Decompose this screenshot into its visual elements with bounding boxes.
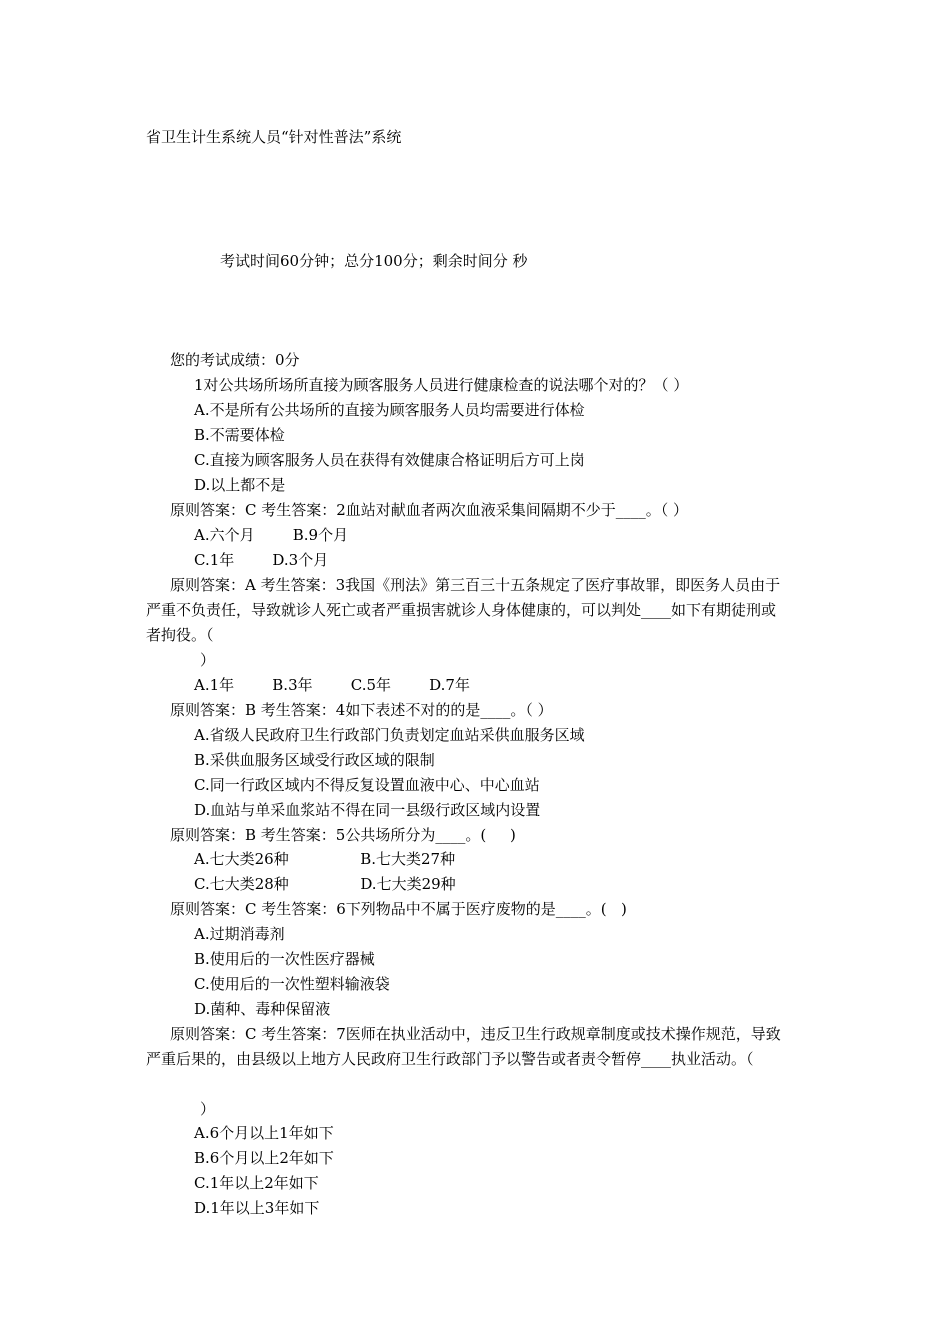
q5-options-row-2: C.七大类28种 D.七大类29种 [194,875,456,893]
exam-info: 考试时间60分钟；总分100分；剩余时间分 秒 [220,252,528,270]
q1-option-a: A.不是所有公共场所的直接为顾客服务人员均需要进行体检 [194,401,585,419]
question-2-stem: 原则答案：C 考生答案：2血站对献血者两次血液采集间隔期不少于____。（ ） [170,501,689,519]
q4-option-c: C.同一行政区域内不得反复设置血液中心、中心血站 [194,776,540,794]
q7-stem-tail: ） [200,1100,216,1118]
question-5-stem: 原则答案：B 考生答案：5公共场所分为____。( ) [170,826,516,844]
q1-option-b: B.不需要体检 [194,426,285,444]
q6-option-c: C.使用后的一次性塑料输液袋 [194,975,390,993]
q7-option-b: B.6个月以上2年如下 [194,1149,334,1167]
q7-option-d: D.1年以上3年如下 [194,1199,320,1217]
q6-option-d: D.菌种、毒种保留液 [194,1000,331,1018]
q4-option-a: A.省级人民政府卫生行政部门负责划定血站采供血服务区域 [194,726,585,744]
question-7-stem: 原则答案：C 考生答案：7医师在执业活动中，违反卫生行政规章制度或技术操作规范，导致严重后果的，由县级以上地方人民政府卫生行政部门予以警告或者责令暂停____执业活动。（ [146,1025,781,1068]
q4-option-d: D.血站与单采血浆站不得在同一县级行政区域内设置 [194,801,541,819]
q5-options-row-1: A.七大类26种 B.七大类27种 [194,850,456,868]
q2-options-row-2: C.1年 D.3个月 [194,551,329,569]
exam-score: 您的考试成绩：0分 [170,351,300,369]
q1-option-c: C.直接为顾客服务人员在获得有效健康合格证明后方可上岗 [194,451,585,469]
q2-options-row-1: A.六个月 B.9个月 [194,526,349,544]
q3-stem-tail: ） [200,651,216,669]
q7-option-c: C.1年以上2年如下 [194,1174,319,1192]
doc-title: 省卫生计生系统人员“针对性普法”系统 [146,128,402,146]
q6-option-a: A.过期消毒剂 [194,925,285,943]
question-3-stem: 原则答案：A 考生答案：3我国《刑法》第三百三十五条规定了医疗事故罪，即医务人员由于严重不负责任，导致就诊人死亡或者严重损害就诊人身体健康的，可以判处____如下有期徒刑或者拘役。（ [146,576,781,644]
q1-option-d: D.以上都不是 [194,476,286,494]
question-4-stem: 原则答案：B 考生答案：4如下表述不对的的是____。（ ） [170,701,553,719]
q6-option-b: B.使用后的一次性医疗器械 [194,950,375,968]
question-1-stem: 1对公共场所场所直接为顾客服务人员进行健康检查的说法哪个对的？（ ） [194,376,689,394]
question-6-stem: 原则答案：C 考生答案：6下列物品中不属于医疗废物的是____。( ) [170,900,627,918]
q3-options-row: A.1年 B.3年 C.5年 D.7年 [194,676,470,694]
q7-option-a: A.6个月以上1年如下 [194,1124,334,1142]
q4-option-b: B.采供血服务区域受行政区域的限制 [194,751,435,769]
